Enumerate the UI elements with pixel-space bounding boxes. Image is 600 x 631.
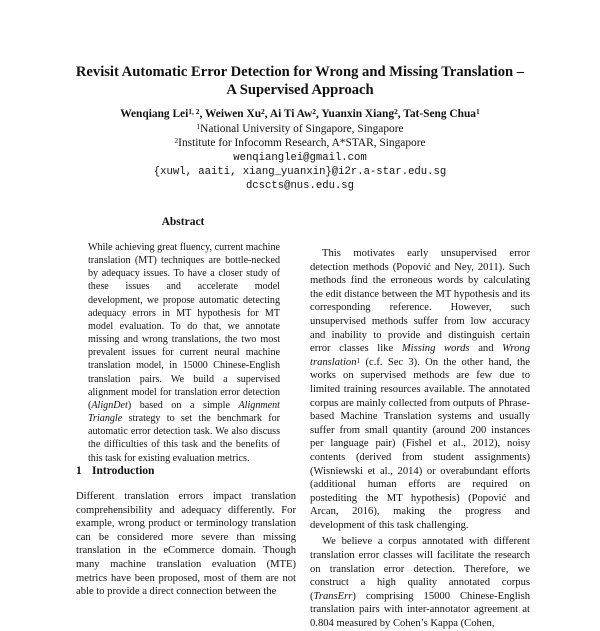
footnote-mark: 1 (356, 355, 361, 365)
author: Wenqiang Lei (120, 108, 189, 120)
email-3: dcscts@nus.edu.sg (245, 180, 355, 192)
body-term: TransErr (313, 590, 353, 602)
title-line-2: A Supervised Approach (226, 82, 374, 98)
author-separator: , (264, 108, 270, 120)
body-text: This motivates early unsupervised error detection methods (Popović and Ney, 2011). Such methods find the erroneous words by calculating the edit distance between the MT hypothesis and its corresponding reference. However, such unsupervised methods suffer from low accuracy and inability to provide and distinguish certain error classes like (310, 248, 530, 355)
abstract-term: AlignDet (91, 399, 128, 411)
body-text: ) comprising 15000 Chinese-English translation pairs with inter-annotator agreement at 0.804 measured by Cohen’s Kappa (Cohen, (310, 590, 530, 630)
right-paragraph-2 (310, 535, 530, 630)
author-affil-mark: 2 (261, 107, 265, 116)
affil-text: National University of Singapore, Singapore (200, 123, 404, 135)
abstract-term: Alignment Triangle (88, 399, 280, 425)
section-number: 1 (76, 465, 82, 477)
author: Ai Ti Aw (269, 108, 313, 120)
author-affil-mark: 2 (312, 107, 317, 116)
intro-text: Different translation errors impact translation comprehensibility and adequacy differently. For example, wrong product or terminology translation can be considered more severe than missing translation in the eCommerce domain. Though many machine translation evaluation (MTE) metrics have been proposed, most of them are not able to provide a direct connection between the (76, 491, 296, 598)
author-affil-mark: 2 (394, 107, 398, 116)
author-list (40, 107, 560, 121)
section-title: Introduction (92, 465, 155, 477)
abstract-heading: Abstract (161, 216, 205, 228)
affil-mark: 2 (174, 136, 179, 145)
right-column (310, 247, 530, 631)
affiliation-1 (40, 122, 560, 136)
affiliation-2 (40, 136, 560, 150)
author-affil-mark: 1, 2 (188, 107, 200, 116)
author-separator: , (316, 108, 322, 120)
affil-text: Institute for Infocomm Research, A*STAR, Singapore (178, 137, 426, 149)
title-line-1: Revisit Automatic Error Detection for Wrong and Missing Translation – (75, 64, 525, 80)
right-paragraph-1 (310, 247, 530, 532)
body-text: We believe a corpus annotated with different translation error classes will facilitate the research on translation error detection. Therefore, we construct a high quality annotated corpus ( (310, 536, 530, 602)
section-heading (76, 465, 154, 477)
affil-mark: 1 (196, 122, 201, 131)
author-separator: , (397, 108, 404, 120)
paper-title (60, 63, 540, 99)
author-affil-mark: 1 (476, 107, 480, 116)
body-term: Missing words (401, 343, 470, 355)
email-1: wenqianglei@gmail.com (233, 152, 367, 164)
author: Weiwen Xu (205, 108, 262, 120)
body-text: (c.f. Sec 3). On the other hand, the works on supervised methods are few due to limited training resources available. The annotated corpus are mainly collected from outputs of Phrase-based Machine Translation systems and usually suffer from small quantity (around 200 instances per language pair) (Fishel et al., 2012), noisy contents (derived from student assignments) (Wisniewski et al., 2014) or overabundant efforts (additional human efforts are required on postediting the MT hypothesis) (Popović and Arcan, 2016), making the progress and development of this task challenging. (310, 356, 530, 531)
abstract-text: strategy to set the benchmark for automatic error detection task. We also discuss the difficulties of this task and the benefits of this task for existing evaluation metrics. (88, 413, 280, 464)
author: Tat-Seng Chua (403, 108, 476, 120)
body-text: and (469, 343, 503, 355)
body-term: Wrong translation (310, 343, 531, 368)
abstract-text: While achieving great fluency, current machine translation (MT) techniques are bottle-necked by adequacy issues. To have a closer study of these issues and accelerate model development, we propose automatic detecting adequacy errors in MT hypothesis for MT model evaluation. To do that, we annotate missing and wrong translations, the two most prevalent issues for current neural machine translation model, in 15000 Chinese-English translation pairs. We build a supervised alignment model for translation error detection ( (88, 242, 280, 411)
intro-paragraph (76, 490, 296, 599)
abstract-text: ) based on a simple (127, 399, 239, 411)
email-2: {xuwl, aaiti, xiang_yuanxin}@i2r.a-star.edu.sg (153, 166, 447, 178)
abstract-body (88, 241, 280, 465)
author-separator: , (199, 108, 206, 120)
author: Yuanxin Xiang (321, 108, 395, 120)
